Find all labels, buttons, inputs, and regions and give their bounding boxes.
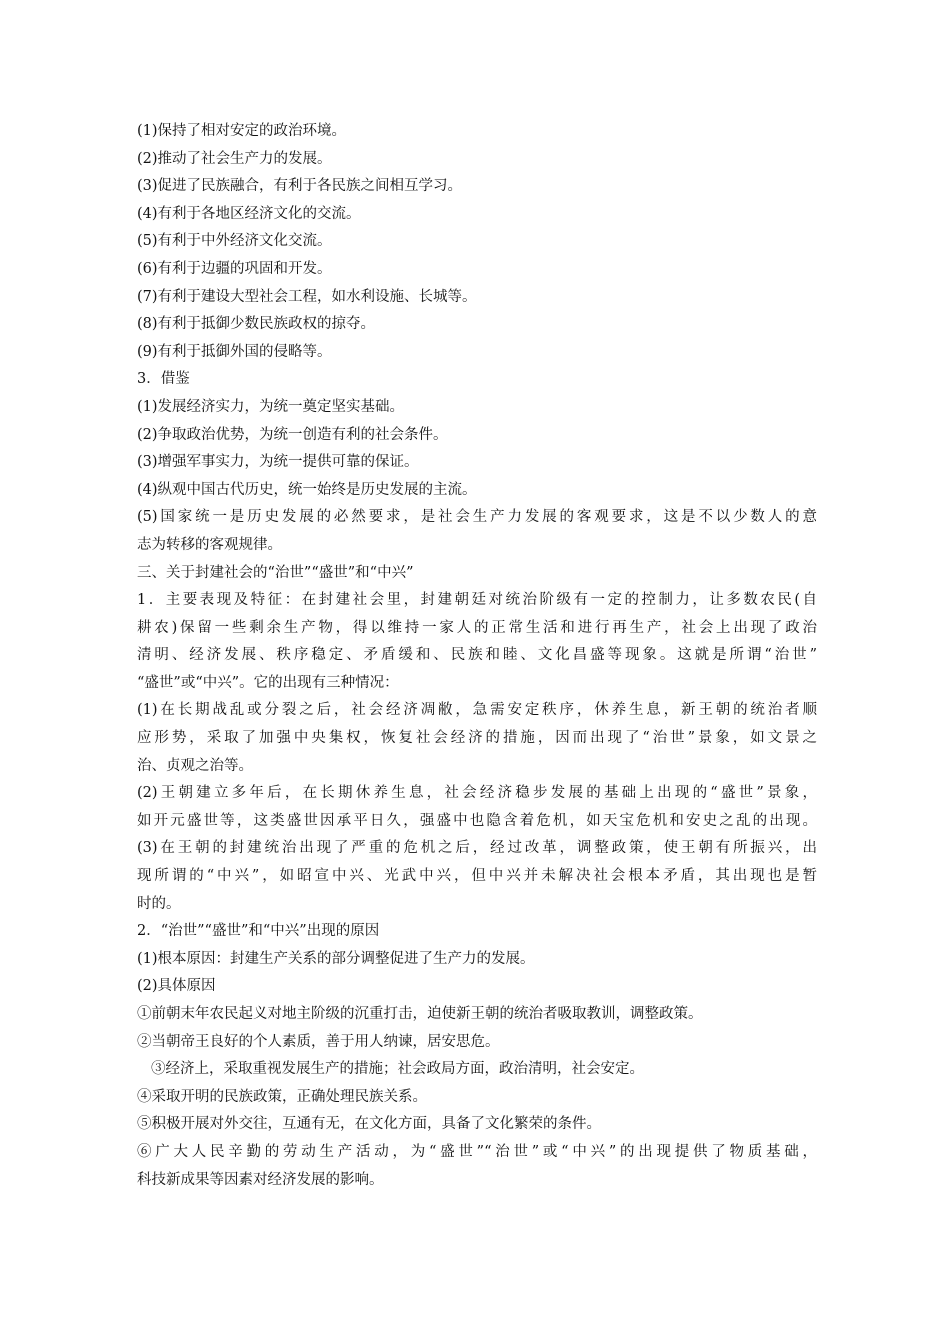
text-line: ⑥广大人民辛勤的劳动生产活动，为“盛世”“治世”或“中兴”的出现提供了物质基础， <box>137 1143 817 1160</box>
text-line: 科技新成果等因素对经济发展的影响。 <box>137 1171 384 1188</box>
text-line: (7)有利于建设大型社会工程，如水利设施、长城等。 <box>137 288 477 305</box>
text-line: (3)在王朝的封建统治出现了严重的危机之后，经过改革，调整政策，使王朝有所振兴，出 <box>137 840 817 857</box>
text-line: 时的。 <box>137 895 181 912</box>
text-line: ②当朝帝王良好的个人素质，善于用人纳谏，居安思危。 <box>137 1033 500 1050</box>
document-body <box>137 118 817 1194</box>
text-line: (1)在长期战乱或分裂之后，社会经济凋敝，急需安定秩序，休养生息，新王朝的统治者顺 <box>137 702 817 719</box>
text-line: 现所谓的“中兴”，如昭宣中兴、光武中兴，但中兴并未解决社会根本矛盾，其出现也是暂 <box>137 868 817 885</box>
text-line: (4)纵观中国古代历史，统一始终是历史发展的主流。 <box>137 481 477 498</box>
text-line: (8)有利于抵御少数民族政权的掠夺。 <box>137 316 376 333</box>
text-line: 耕农)保留一些剩余生产物，得以维持一家人的正常生活和进行再生产，社会上出现了政治 <box>137 619 817 636</box>
text-line: (1)保持了相对安定的政治环境。 <box>137 123 347 139</box>
text-line: ①前朝末年农民起义对地主阶级的沉重打击，迫使新王朝的统治者吸取教训，调整政策。 <box>137 1006 703 1022</box>
section-heading: 三、关于封建社会的“治世”“盛世”和“中兴” <box>137 564 414 581</box>
text-line: (2)具体原因 <box>137 978 216 995</box>
text-line: (1)根本原因：封建生产关系的部分调整促进了生产力的发展。 <box>137 950 535 967</box>
section-heading: 3．借鉴 <box>137 371 190 388</box>
text-line: (1)发展经济实力，为统一奠定坚实基础。 <box>137 398 405 415</box>
text-line: (3)增强军事实力，为统一提供可靠的保证。 <box>137 454 419 471</box>
text-line: 如开元盛世等，这类盛世因承平日久，强盛中也隐含着危机，如天宝危机和安史之乱的出现。 <box>137 812 817 829</box>
text-line: 1．主要表现及特征：在封建社会里，封建朝廷对统治阶级有一定的控制力，让多数农民(自 <box>137 592 817 609</box>
section-heading: 2．“治世”“盛世”和“中兴”出现的原因 <box>137 923 380 940</box>
text-line: (6)有利于边疆的巩固和开发。 <box>137 260 332 277</box>
text-line: (5)国家统一是历史发展的必然要求，是社会生产力发展的客观要求，这是不以少数人的意 <box>137 509 817 526</box>
text-line: ④采取开明的民族政策，正确处理民族关系。 <box>137 1088 427 1105</box>
text-line: 清明、经济发展、秩序稳定、矛盾缓和、民族和睦、文化昌盛等现象。这就是所谓“治世” <box>137 647 817 664</box>
text-line: (2)争取政治优势，为统一创造有利的社会条件。 <box>137 426 448 443</box>
text-line: 应形势，采取了加强中央集权，恢复社会经济的措施，因而出现了“治世”景象，如文景之 <box>137 730 817 747</box>
text-line: 志为转移的客观规律。 <box>137 536 282 553</box>
text-line: (2)王朝建立多年后，在长期休养生息，社会经济稳步发展的基础上出现的“盛世”景象， <box>137 785 817 802</box>
text-line: (9)有利于抵御外国的侵略等。 <box>137 343 332 360</box>
text-line: 治、贞观之治等。 <box>137 757 253 774</box>
text-line: ③经济上，采取重视发展生产的措施；社会政局方面，政治清明，社会安定。 <box>151 1061 644 1078</box>
text-line: “盛世”或“中兴”。它的出现有三种情况： <box>137 674 399 691</box>
text-line: ⑤积极开展对外交往，互通有无，在文化方面，具备了文化繁荣的条件。 <box>137 1116 601 1133</box>
text-line: (4)有利于各地区经济文化的交流。 <box>137 205 361 222</box>
text-line: (3)促进了民族融合，有利于各民族之间相互学习。 <box>137 178 463 195</box>
text-line: (5)有利于中外经济文化交流。 <box>137 233 332 250</box>
text-line: (2)推动了社会生产力的发展。 <box>137 150 332 167</box>
